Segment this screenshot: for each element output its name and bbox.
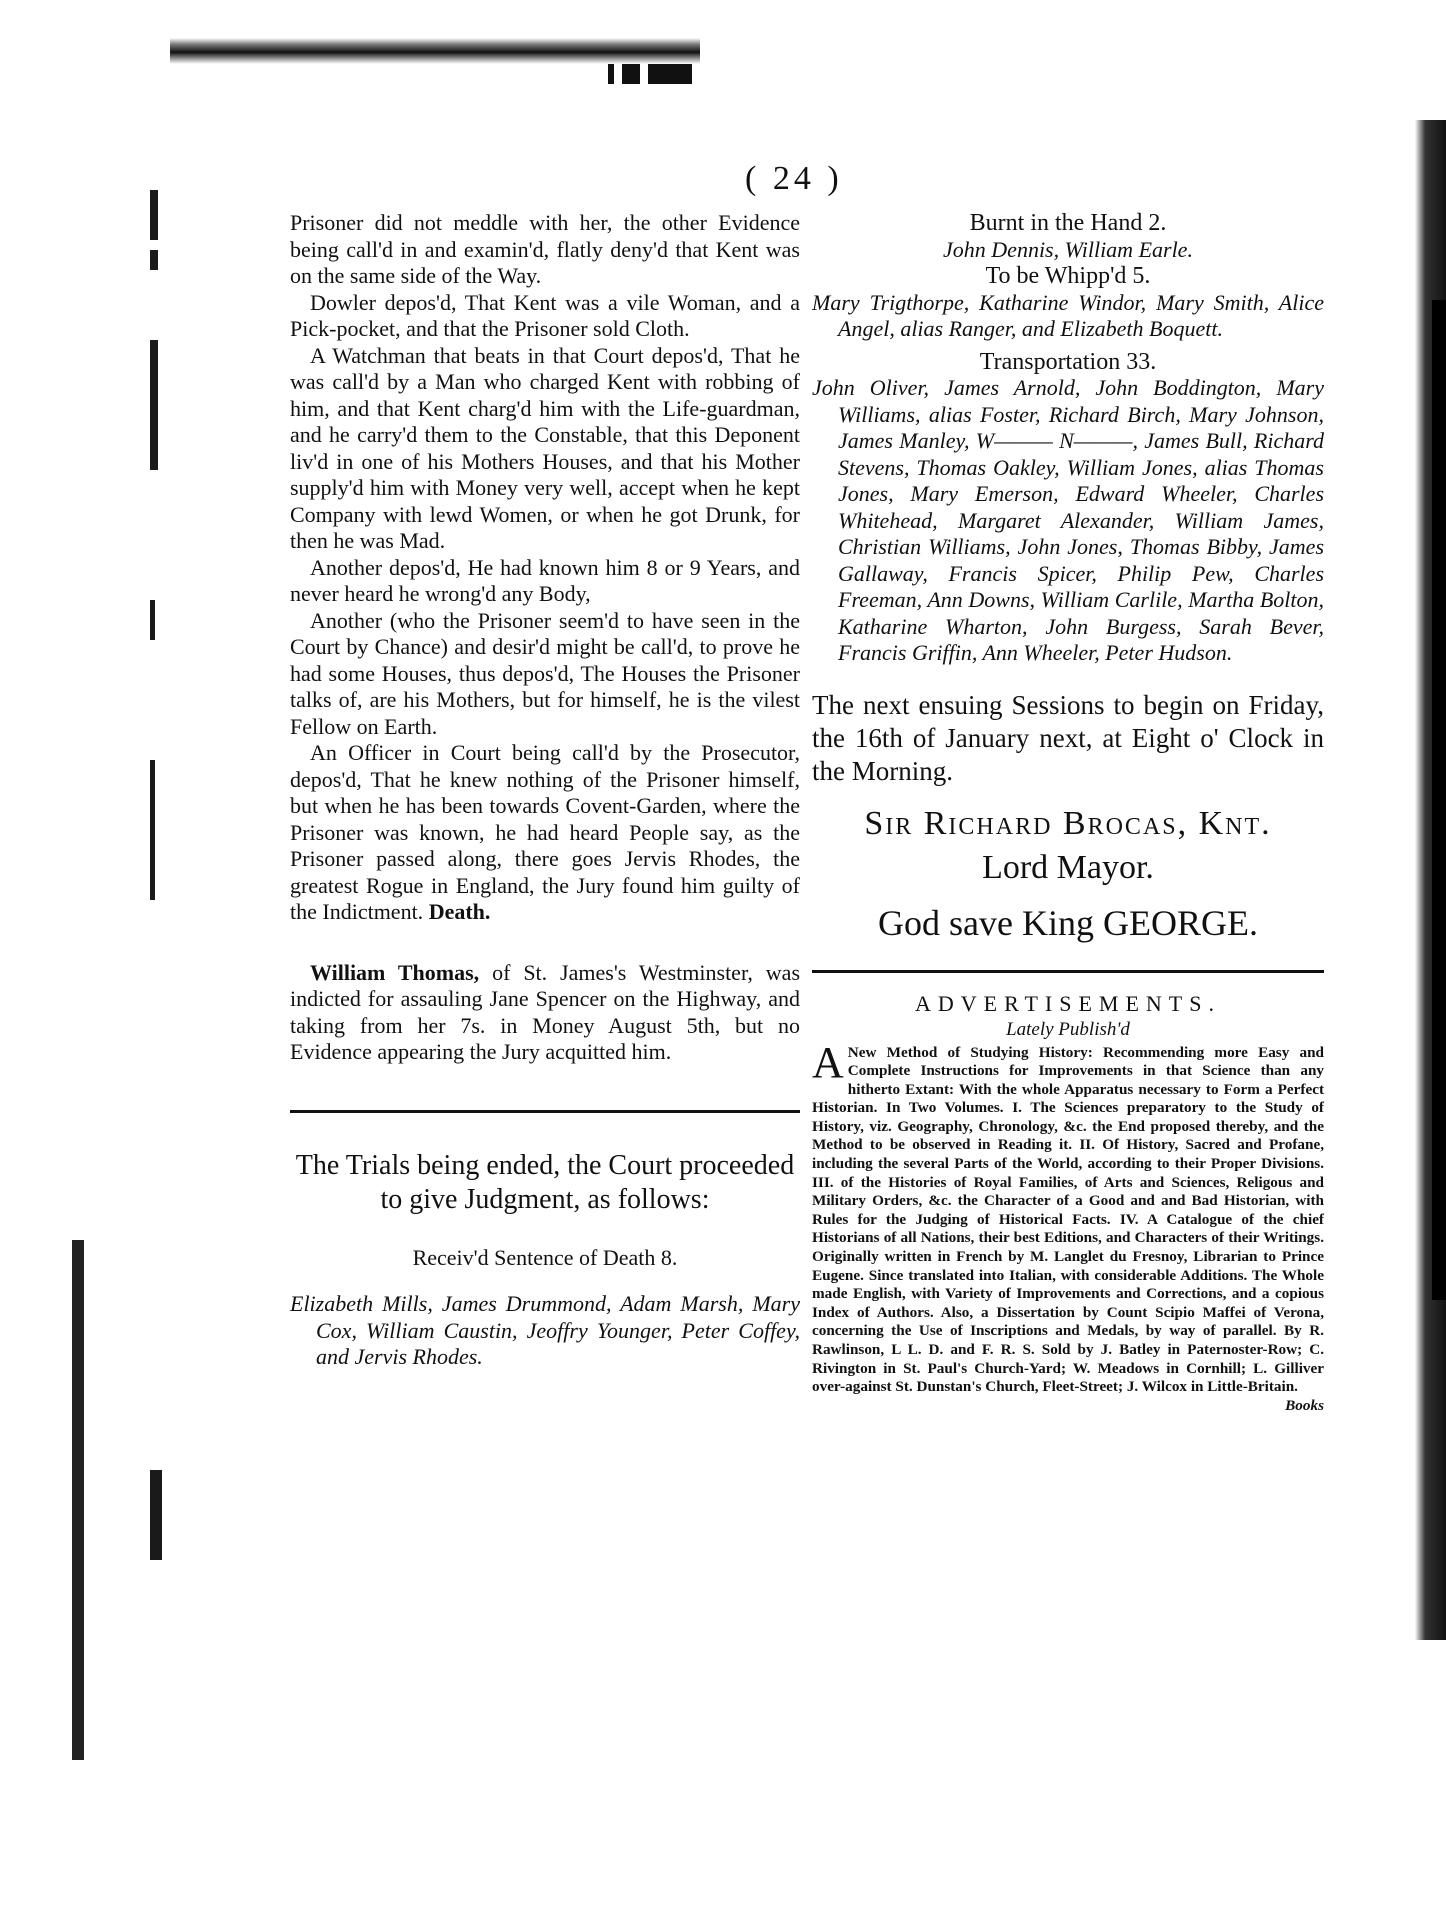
burnt-names: John Dennis, William Earle. [943, 236, 1193, 262]
advertisement-text: New Method of Studying History: Recommending more Easy and Complete Instructions for Improvements in that Science than any hitherto Extant: With the whole Apparatus necessary to Form a Perfect Historian. In Two Volumes. I. The Sciences preparatory to the Study of History, viz. Geography, Chronology, &c. the End proposed thereby, and the Method to be observed in Reading it. II. Of History, Sacred and Profane, including the several Parts of the World, according to their Proper Divisions. III. of the Histories of Royal Families, of Arts and Sciences, Religous and Military Orders, &c. the Character of a Good and and Bad Historian, with Rules for the Judging of Historical Facts. IV. A Catalogue of the chief Historians of all Nations, their best Editions, and Characters of their Writings. Originally written in French by M. Langlet du Fresnoy, Librarian to Prince Eugene. Since translated into Italian, with considerable Additions. The Whole made English, with Variety of Improvements and Corrections, and a copious Index of Authors. Also, a Dissertation by Count Scipio Maffei of Verona, concerning the Use of Inscriptions and Medals, by way of parallel. By R. Rawlinson, L L. D. and F. R. S. Sold by J. Batley in Paternoster-Row; C. Rivington in St. Paul's Church-Yard; W. Meadows in Cornhill; L. Gilliver over-against St. Dunstan's Church, Fleet-Street; J. Wilcox in Little-Britain. [812, 1043, 1324, 1396]
testimony-paragraph: Prisoner did not meddle with her, the other Evidence being call'd in and examin'd, flatly deny'd that Kent was on the same side of the Way. [290, 210, 800, 288]
sessions-notice: The next ensuing Sessions to begin on Friday, the 16th of January next, at Eight o' Clock in the Morning. [812, 689, 1324, 786]
top-scan-block [648, 64, 692, 84]
right-page-shadow [1432, 300, 1446, 1300]
catchword: Books [1285, 1396, 1324, 1414]
gutter-mark [150, 250, 158, 270]
transportation-names: John Oliver, James Arnold, John Boddington, Mary Williams, alias Foster, Richard Birch, Mary Johnson, James Manley, W——— N———, James Bull, Richard Stevens, Thomas Oakley, William Jones, alias Thomas Jones, Mary Emerson, Edward Wheeler, Charles Whitehead, Margaret Alexander, William James, Christian Williams, John Jones, Thomas Bibby, James Gallaway, Francis Spicer, Philip Pew, Charles Freeman, Ann Downs, William Carlile, Martha Bolton, Katharine Wharton, John Burgess, Sarah Bever, Francis Griffin, Ann Wheeler, Peter Hudson. [812, 375, 1324, 665]
judgment-heading: The Trials being ended, the Court proceeded to give Judgment, as follows: [295, 1149, 795, 1215]
gutter-bar [72, 1240, 84, 1760]
verdict: Death. [428, 899, 491, 924]
defendant-name: William Thomas, [310, 959, 480, 985]
advertisements-title: ADVERTISEMENTS. [915, 990, 1221, 1016]
advertisement-body [812, 1037, 1324, 1414]
scan-gutter [0, 0, 170, 1909]
mayor-name-text: Sir Richard Brocas, Knt. [864, 804, 1272, 842]
testimony-text: An Officer in Court being call'd by the Prosecutor, depos'd, That he knew nothing of the Prisoner himself, but when he has been towards Covent-Garden, where the Prisoner was known, he had heard People say, as the Prisoner passed along, there goes Jervis Rhodes, the greatest Rogue in England, the Jury found him guilty of the Indictment. [290, 740, 800, 924]
gutter-mark [150, 190, 158, 240]
top-scan-band [170, 38, 700, 64]
right-column [812, 210, 1324, 1415]
god-save-king: God save King GEORGE. [878, 902, 1258, 943]
testimony-paragraph: Dowler depos'd, That Kent was a vile Woman, and a Pick-pocket, and that the Prisoner sold Cloth. [290, 289, 800, 341]
transportation-heading: Transportation 33. [979, 348, 1157, 375]
page-number: ( 24 ) [745, 160, 843, 197]
testimony-paragraph: Another depos'd, He had known him 8 or 9 Years, and never heard he wrong'd any Body, [290, 554, 800, 606]
testimony-paragraph: A Watchman that beats in that Court depos'd, That he was call'd by a Man who charged Kent with robbing of him, and that Kent charg'd him with the Life-guardman, and he carry'd them to the Constable, that this Deponent liv'd in one of his Mothers Houses, and that his Mother supply'd him with Money very well, accept when he kept Company with lewd Women, or when he got Drunk, for then he was Mad. [290, 342, 800, 553]
death-sentence-heading: Receiv'd Sentence of Death 8. [412, 1244, 678, 1270]
testimony-paragraph [290, 740, 800, 926]
gutter-mark [150, 1470, 162, 1560]
whipped-heading: To be Whipp'd 5. [985, 263, 1151, 289]
top-scan-block [608, 64, 614, 84]
lord-mayor-name [812, 802, 1324, 846]
advertisement-subtitle: Lately Publish'd [1006, 1019, 1130, 1040]
case-text: of St. James's Westminster, was indicted for assauling Jane Spencer on the Highway, and taking from her 7s. in Money August 5th, but no Evidence appearing the Jury acquitted him. [290, 959, 801, 1064]
top-scan-block [622, 64, 640, 84]
gutter-mark [150, 600, 155, 640]
lord-mayor-title: Lord Mayor. [982, 848, 1154, 886]
drop-cap: A [812, 1037, 844, 1087]
gutter-mark [150, 760, 155, 900]
gutter-mark [150, 340, 158, 470]
case-paragraph [290, 960, 800, 1066]
left-column [290, 210, 800, 1371]
testimony-paragraph: Another (who the Prisoner seem'd to have seen in the Court by Chance) and desir'd might be call'd, to prove he had some Houses, thus depos'd, The Houses the Prisoner talks of, are his Mothers, but for himself, he is the vilest Fellow on Earth. [290, 607, 800, 739]
death-sentence-names: Elizabeth Mills, James Drummond, Adam Marsh, Mary Cox, William Caustin, Jeoffry Younger, Peter Coffey, and Jervis Rhodes. [290, 1291, 800, 1369]
burnt-heading: Burnt in the Hand 2. [969, 210, 1167, 236]
whipped-names: Mary Trigthorpe, Katharine Windor, Mary Smith, Alice Angel, alias Ranger, and Elizabeth Boquett. [812, 289, 1324, 341]
